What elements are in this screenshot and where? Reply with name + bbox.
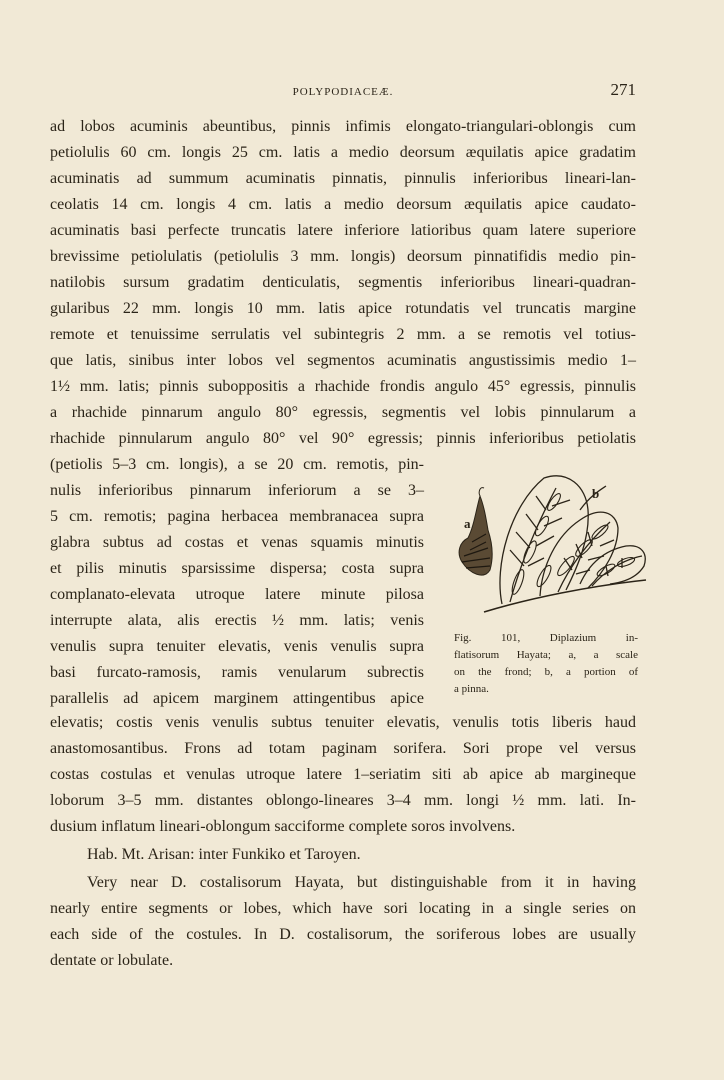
text-line: petiolulis 60 cm. longis 25 cm. latis a medio deorsum æquilatis apice gradatim [50,144,636,161]
text-line: dusium inflatum lineari-oblongum sacciforme complete soros involvens. [50,818,516,835]
text-line: ceolatis 14 cm. longis 4 cm. latis a medio deorsum æquilatis apice caudato- [50,196,636,213]
text-line: complanato-elevata utroque latere minute pilosa [50,586,424,603]
text-line: rhachide pinnularum angulo 80° vel 90° egressis; pinnis inferioribus petiolatis [50,430,636,447]
caption-line: a pinna. [454,683,489,695]
text-line: anastomosantibus. Frons ad totam paginam sorifera. Sori prope vel versus [50,740,636,757]
text-line: interrupte alata, alis erectis ½ mm. latis; venis [50,612,424,629]
text-line: et pilis minutis sparsissime dispersa; costa supra [50,560,424,577]
caption-line: Fig. 101, Diplazium in- [454,632,638,644]
figure-caption [454,630,638,698]
text-line: elevatis; costis venis venulis subtus tenuiter elevatis, venulis totis liberis haud [50,714,636,731]
caption-line: flatisorum Hayata; a, a scale [454,649,638,661]
text-line: remote et tenuissime serrulatis vel subintegris 2 mm. a se remotis vel totius- [50,326,636,343]
text-line: glabra subtus ad costas et venas squamis minutis [50,534,424,551]
text-line: nearly entire segments or lobes, which have sori locating in a single series on [50,900,636,917]
pinna-drawing [440,466,654,622]
text-line: basi furcato-ramosis, ramis venularum subrectis [50,664,424,681]
text-line: 5 cm. remotis; pagina herbacea membranacea supra [50,508,424,525]
text-line: brevissime petiolulatis (petiolulis 3 mm. longis) deorsum pinnatifidis medio pin- [50,248,636,265]
text-line: parallelis ad apicem marginem attingentibus apice [50,690,424,707]
habitat-line: Hab. Mt. Arisan: inter Funkiko et Taroyen. [87,846,361,863]
text-line: que latis, sinibus inter lobos vel segmentos acuminatis angustissimis medio 1– [50,352,636,369]
text-line: gularibus 22 mm. longis 10 mm. latis apice rotundatis vel truncatis margine [50,300,636,317]
text-line: venulis supra tenuiter elevatis, venis venulis supra [50,638,424,655]
running-head: POLYPODIACEÆ. [292,86,394,98]
caption-line: on the frond; b, a portion of [454,666,638,678]
figure-label-a: a [464,516,471,531]
text-line: each side of the costules. In D. costalisorum, the soriferous lobes are usually [50,926,636,943]
text-line: natilobis sursum gradatim denticulatis, segmentis inferioribus lineari-quadran- [50,274,636,291]
page-number: 271 [610,80,636,99]
text-line: ad lobos acuminis abeuntibus, pinnis infimis elongato-triangulari-oblongis cum [50,118,636,135]
text-line: nulis inferioribus pinnarum inferiorum a se 3– [50,482,424,499]
figure-illustration [440,466,654,622]
text-line: dentate or lobulate. [50,952,174,969]
text-line: a rhachide pinnarum angulo 80° egressis, segmentis vel lobis pinnularum a [50,404,636,421]
text-line: loborum 3–5 mm. distantes oblongo-lineares 3–4 mm. longi ½ mm. lati. In- [50,792,636,809]
text-line: acuminatis ad summum acuminatis pinnatis, pinnulis inferioribus lineari-lan- [50,170,636,187]
page-header [50,80,636,104]
text-line: Very near D. costalisorum Hayata, but distinguishable from it in having [87,874,636,891]
text-line: (petiolis 5–3 cm. longis), a se 20 cm. remotis, pin- [50,456,424,473]
text-line: acuminatis basi perfecte truncatis latere inferiore latioribus quam latere superiore [50,222,636,239]
figure-label-b: b [592,486,600,501]
text-line: 1½ mm. latis; pinnis suboppositis a rhachide frondis angulo 45° egressis, pinnulis [50,378,636,395]
text-line: costas costulas et venulas utroque latere 1–seriatim siti ab apice ab margineque [50,766,636,783]
